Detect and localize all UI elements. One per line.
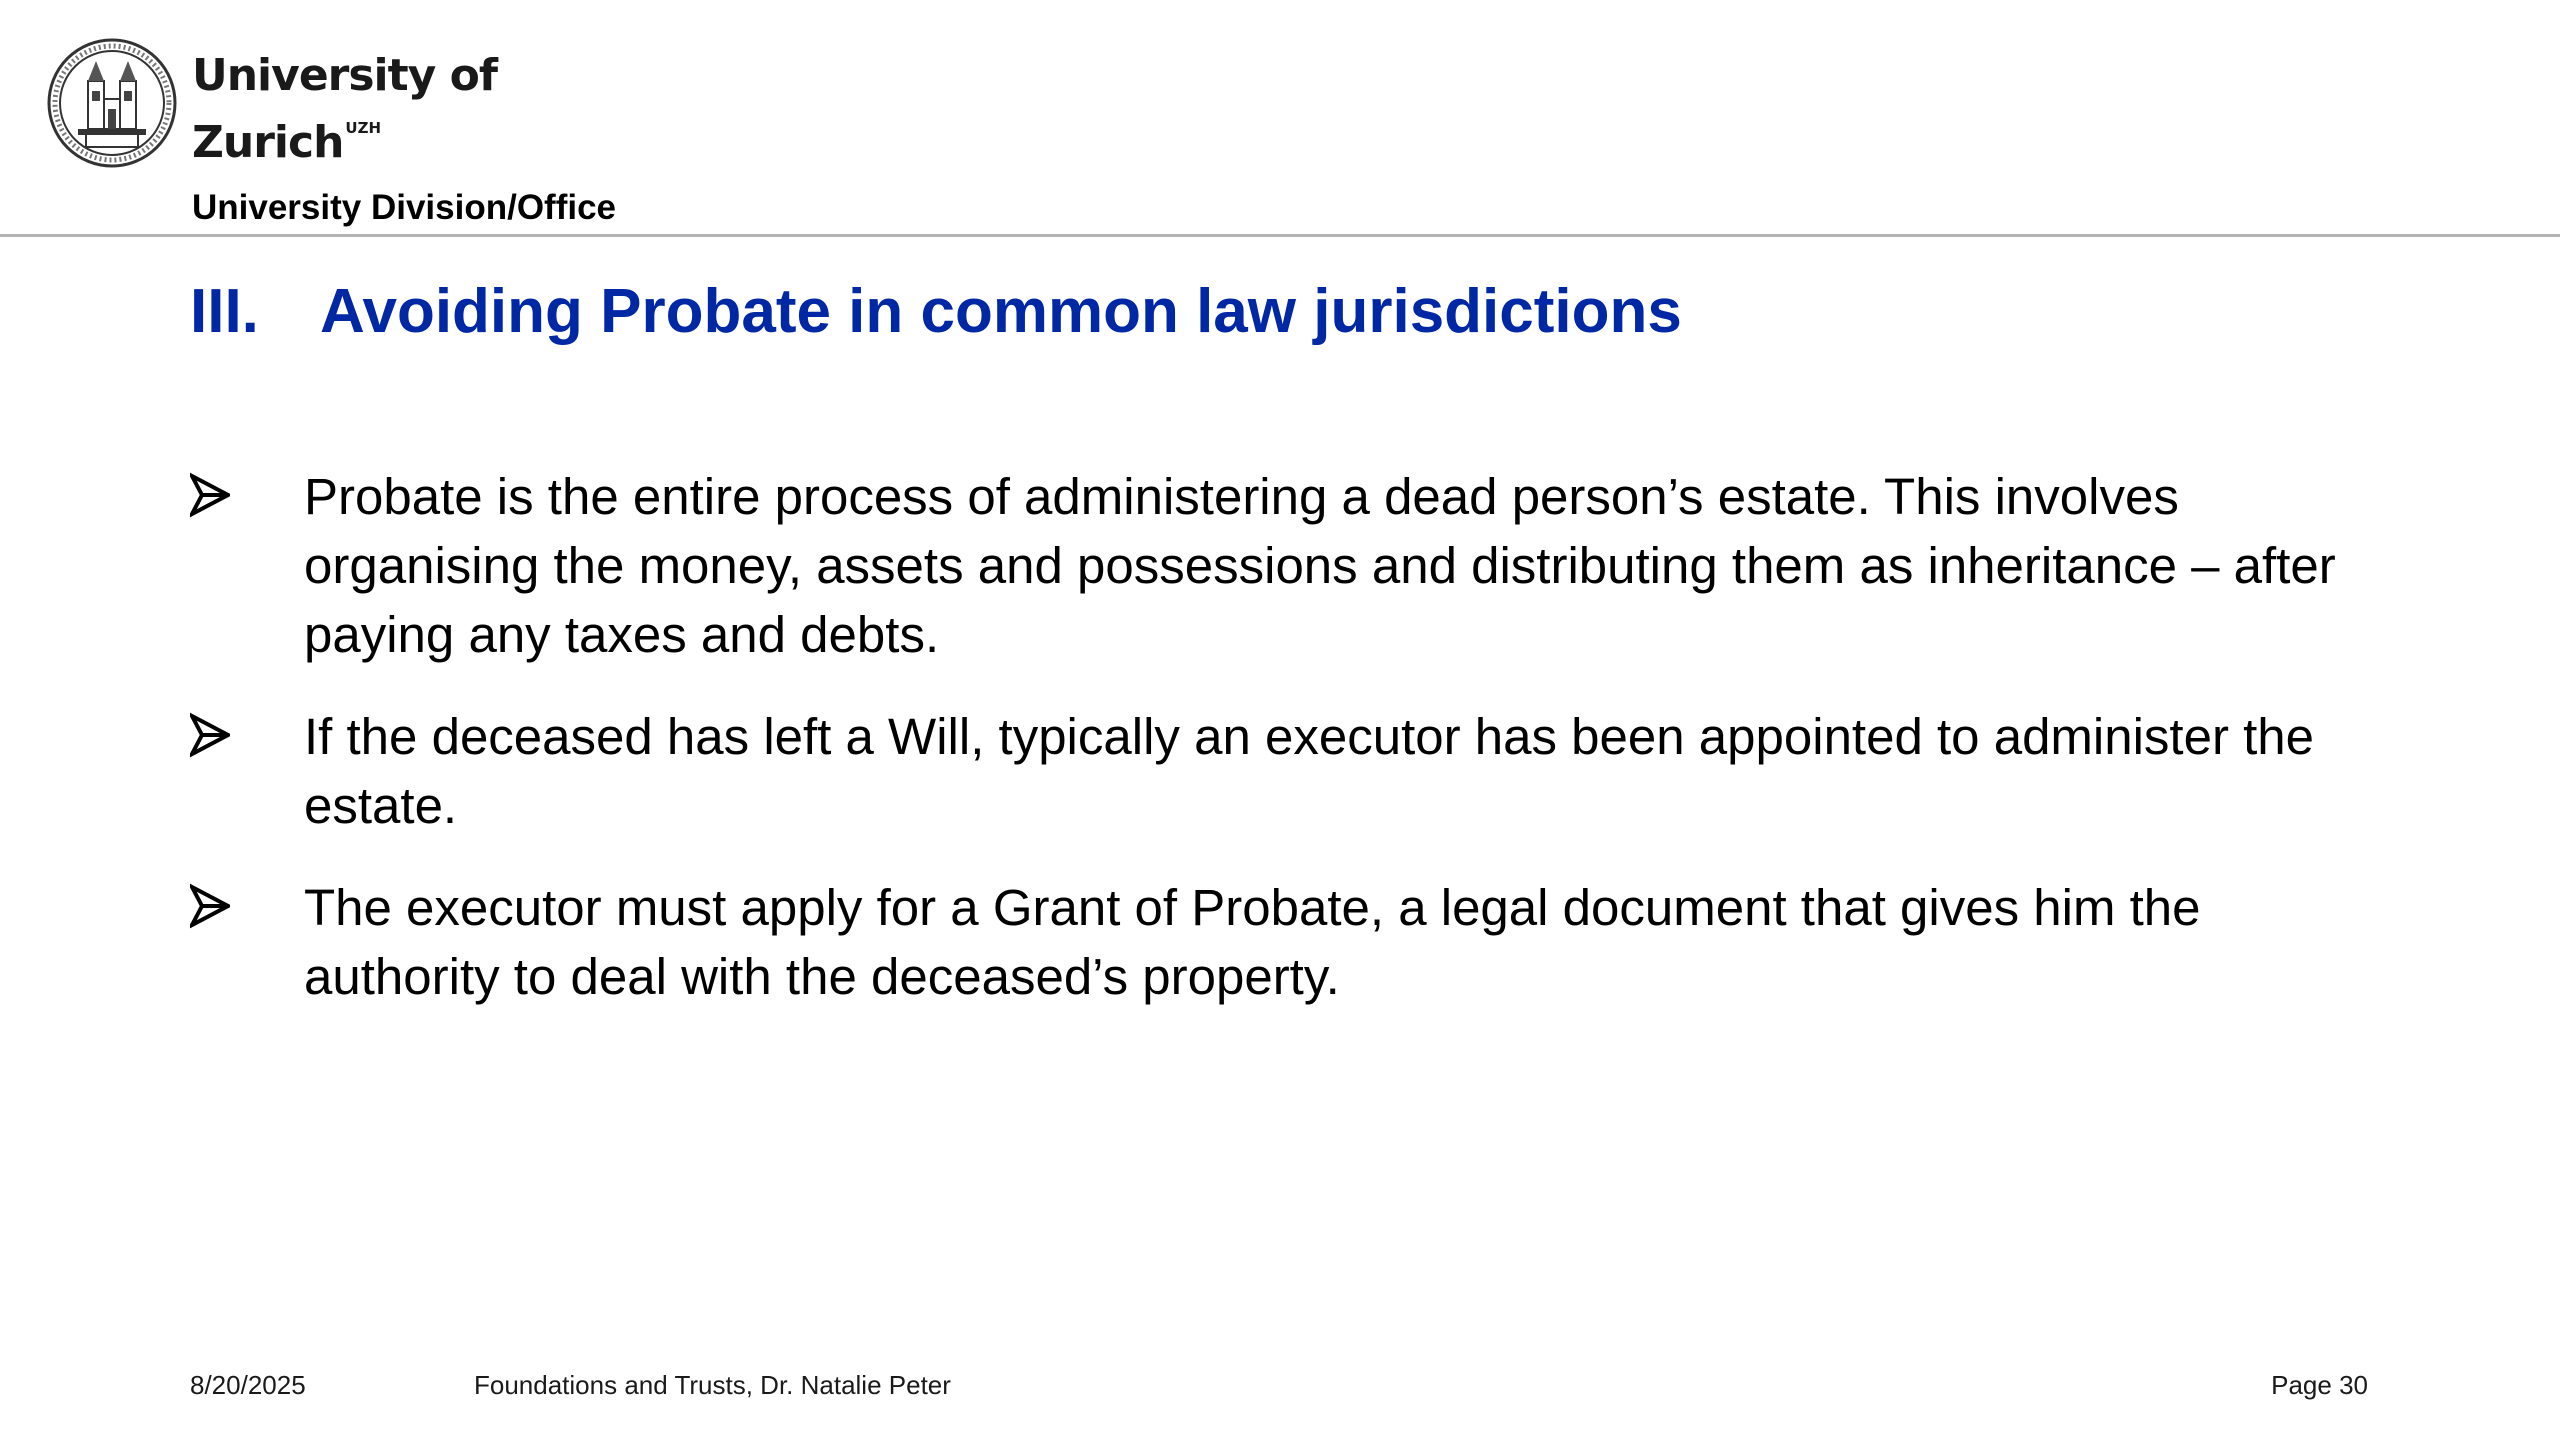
bullet-text: The executor must apply for a Grant of Probate, a legal document that gives him the authority to deal with the deceased’s property. (304, 879, 2201, 1005)
header-divider (0, 234, 2560, 237)
division-label: University Division/Office (192, 188, 617, 227)
arrowhead-bullet-icon (190, 881, 230, 931)
bullet-item (190, 702, 2390, 840)
logo-line-2-text: Zurich (192, 117, 344, 168)
logo-wordmark (192, 50, 497, 169)
bullet-item (190, 462, 2390, 669)
logo-line-2 (192, 102, 497, 169)
slide-title-number: III. (190, 277, 259, 346)
slide-title-text: Avoiding Probate in common law jurisdictions (320, 277, 1682, 346)
footer-date: 8/20/2025 (190, 1370, 306, 1400)
footer-page-number: Page 30 (2271, 1370, 2368, 1400)
bullet-list (190, 462, 2390, 1044)
bullet-item (190, 873, 2390, 1011)
bullet-text: Probate is the entire process of administering a dead person’s estate. This involves organising the money, assets and possessions and distributing them as inheritance – after paying any taxes and debts. (304, 468, 2336, 663)
arrowhead-bullet-icon (190, 470, 230, 520)
arrowhead-bullet-icon (190, 710, 230, 760)
slide-title (190, 276, 1682, 347)
footer-course: Foundations and Trusts, Dr. Natalie Peter (474, 1370, 951, 1400)
university-seal-icon (46, 37, 178, 169)
logo-line-1: University of (192, 50, 498, 101)
bullet-text: If the deceased has left a Will, typically an executor has been appointed to administer the estate. (304, 708, 2315, 834)
logo-superscript: UZH (345, 119, 382, 137)
